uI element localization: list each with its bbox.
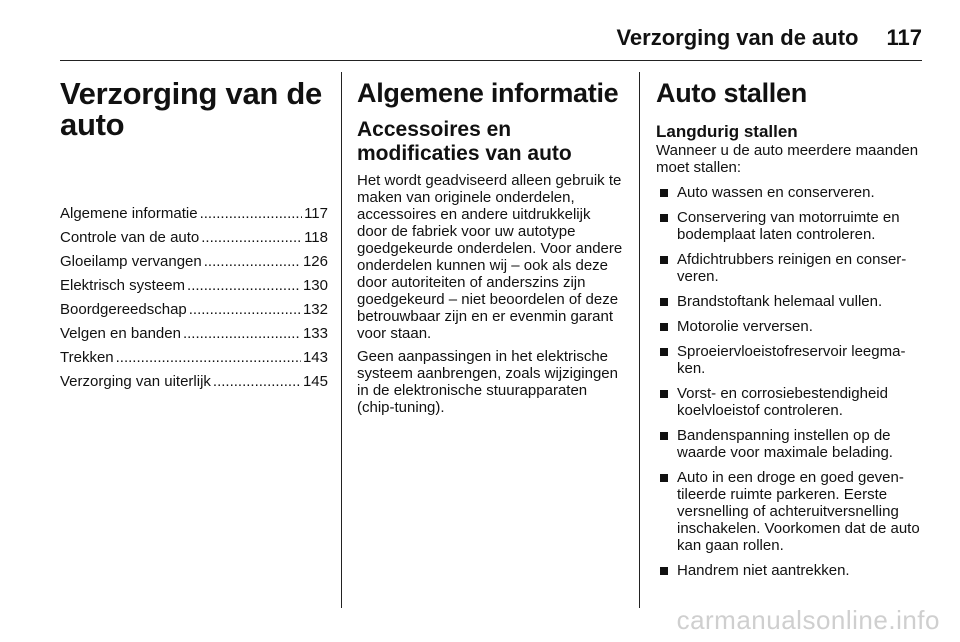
list-item-text: Vorst- en corrosiebestendigheid koelvloeistof controleren. — [677, 385, 888, 419]
toc-entry[interactable] — [60, 250, 328, 274]
toc-entry[interactable] — [60, 202, 328, 226]
watermark: carmanualsonline.info — [676, 605, 940, 635]
list-item — [656, 184, 920, 201]
toc-leader-dots — [116, 346, 301, 370]
toc-label: Boordgereedschap — [60, 301, 187, 318]
body-paragraph: Geen aanpassingen in het elektrische systeem aanbrengen, zoals wijzigingen in de elektronische stuurapparaten (chip-tuning). — [357, 348, 618, 416]
square-bullet-icon — [660, 214, 668, 222]
toc-page-number: 145 — [302, 373, 328, 390]
square-bullet-icon — [660, 390, 668, 398]
toc-page-number: 143 — [302, 349, 328, 366]
list-item-text: Auto in een droge en goed geventileerde ruimte parkeren. Eerste versnelling of achteruitversnelling inschakelen. Voorkomen dat de auto kan gaan rollen. — [677, 469, 920, 554]
list-item — [656, 469, 920, 554]
toc-label: Gloeilamp vervangen — [60, 253, 202, 270]
toc-label: Algemene informatie — [60, 205, 198, 222]
square-bullet-icon — [660, 256, 668, 264]
storage-checklist — [656, 184, 920, 579]
intro-paragraph: Wanneer u de auto meerdere maanden moet stallen: — [656, 142, 919, 176]
general-info-column — [357, 72, 623, 422]
header-divider — [60, 60, 922, 61]
column-divider-2 — [639, 72, 640, 608]
list-item-text: Auto wassen en conserveren. — [677, 184, 875, 201]
chapter-title: Verzorging van de auto — [60, 76, 322, 142]
list-item — [656, 343, 920, 377]
list-item-text: Conservering van motorruimte en bodemplaat laten controleren. — [677, 209, 900, 243]
list-item-text: Sproeiervloeistofreservoir leegmaken. — [677, 343, 906, 377]
section-heading: Algemene informatie — [357, 78, 619, 108]
chapter-column — [60, 72, 328, 394]
list-item — [656, 209, 920, 243]
table-of-contents — [60, 202, 328, 394]
subsection-heading: Accessoires en modificaties van auto — [357, 118, 572, 165]
body-paragraph: Het wordt geadviseerd alleen gebruik te maken van originele onderdelen, accessoires en andere uitdrukkelijk door de fabriek voor uw autotype goedgekeurde onderdelen. Voor andere onderdelen kunnen wij – ook als deze door autoriteiten of anderszins zijn goedgekeurd – niet beoordelen of deze betrouwbaar zijn en er evenmin garant voor staan. — [357, 172, 623, 342]
list-item-text: Bandenspanning instellen op de waarde voor maximale belading. — [677, 427, 893, 461]
toc-entry[interactable] — [60, 298, 328, 322]
toc-label: Trekken — [60, 349, 114, 366]
list-item-text: Motorolie verversen. — [677, 318, 813, 335]
toc-page-number: 133 — [302, 325, 328, 342]
toc-page-number: 130 — [302, 277, 328, 294]
column-divider-1 — [341, 72, 342, 608]
toc-label: Elektrisch systeem — [60, 277, 186, 294]
list-item — [656, 293, 920, 310]
toc-page-number: 117 — [304, 205, 328, 222]
toc-label: Verzorging van uiterlijk — [60, 373, 211, 390]
square-bullet-icon — [660, 348, 668, 356]
list-item — [656, 427, 920, 461]
toc-leader-dots — [213, 370, 301, 394]
toc-page-number: 118 — [304, 229, 328, 246]
list-item-text: Afdichtrubbers reinigen en conserveren. — [677, 251, 907, 285]
toc-entry[interactable] — [60, 226, 328, 250]
toc-leader-dots — [204, 250, 301, 274]
square-bullet-icon — [660, 189, 668, 197]
toc-label: Controle van de auto — [60, 229, 200, 246]
toc-page-number: 126 — [302, 253, 328, 270]
list-item — [656, 318, 920, 335]
square-bullet-icon — [660, 432, 668, 440]
list-item — [656, 251, 920, 285]
page-header — [60, 18, 922, 58]
toc-entry[interactable] — [60, 274, 328, 298]
toc-leader-dots — [200, 202, 303, 226]
toc-page-number: 132 — [302, 301, 328, 318]
toc-leader-dots — [183, 322, 301, 346]
list-item-text: Handrem niet aantrekken. — [677, 562, 850, 579]
toc-entry[interactable] — [60, 370, 328, 394]
toc-label: Velgen en banden — [60, 325, 181, 342]
storage-column — [656, 72, 920, 587]
list-item-text: Brandstoftank helemaal vullen. — [677, 293, 883, 310]
toc-leader-dots — [189, 298, 301, 322]
square-bullet-icon — [660, 323, 668, 331]
toc-leader-dots — [187, 274, 301, 298]
square-bullet-icon — [660, 567, 668, 575]
toc-entry[interactable] — [60, 346, 328, 370]
list-item — [656, 562, 920, 579]
page-number: 117 — [886, 25, 922, 50]
square-bullet-icon — [660, 474, 668, 482]
subsection-heading: Langdurig stallen — [656, 122, 798, 141]
toc-entry[interactable] — [60, 322, 328, 346]
section-heading: Auto stallen — [656, 78, 807, 108]
toc-leader-dots — [201, 226, 302, 250]
list-item — [656, 385, 920, 419]
header-section-title: Verzorging van de auto — [616, 25, 859, 50]
square-bullet-icon — [660, 298, 668, 306]
